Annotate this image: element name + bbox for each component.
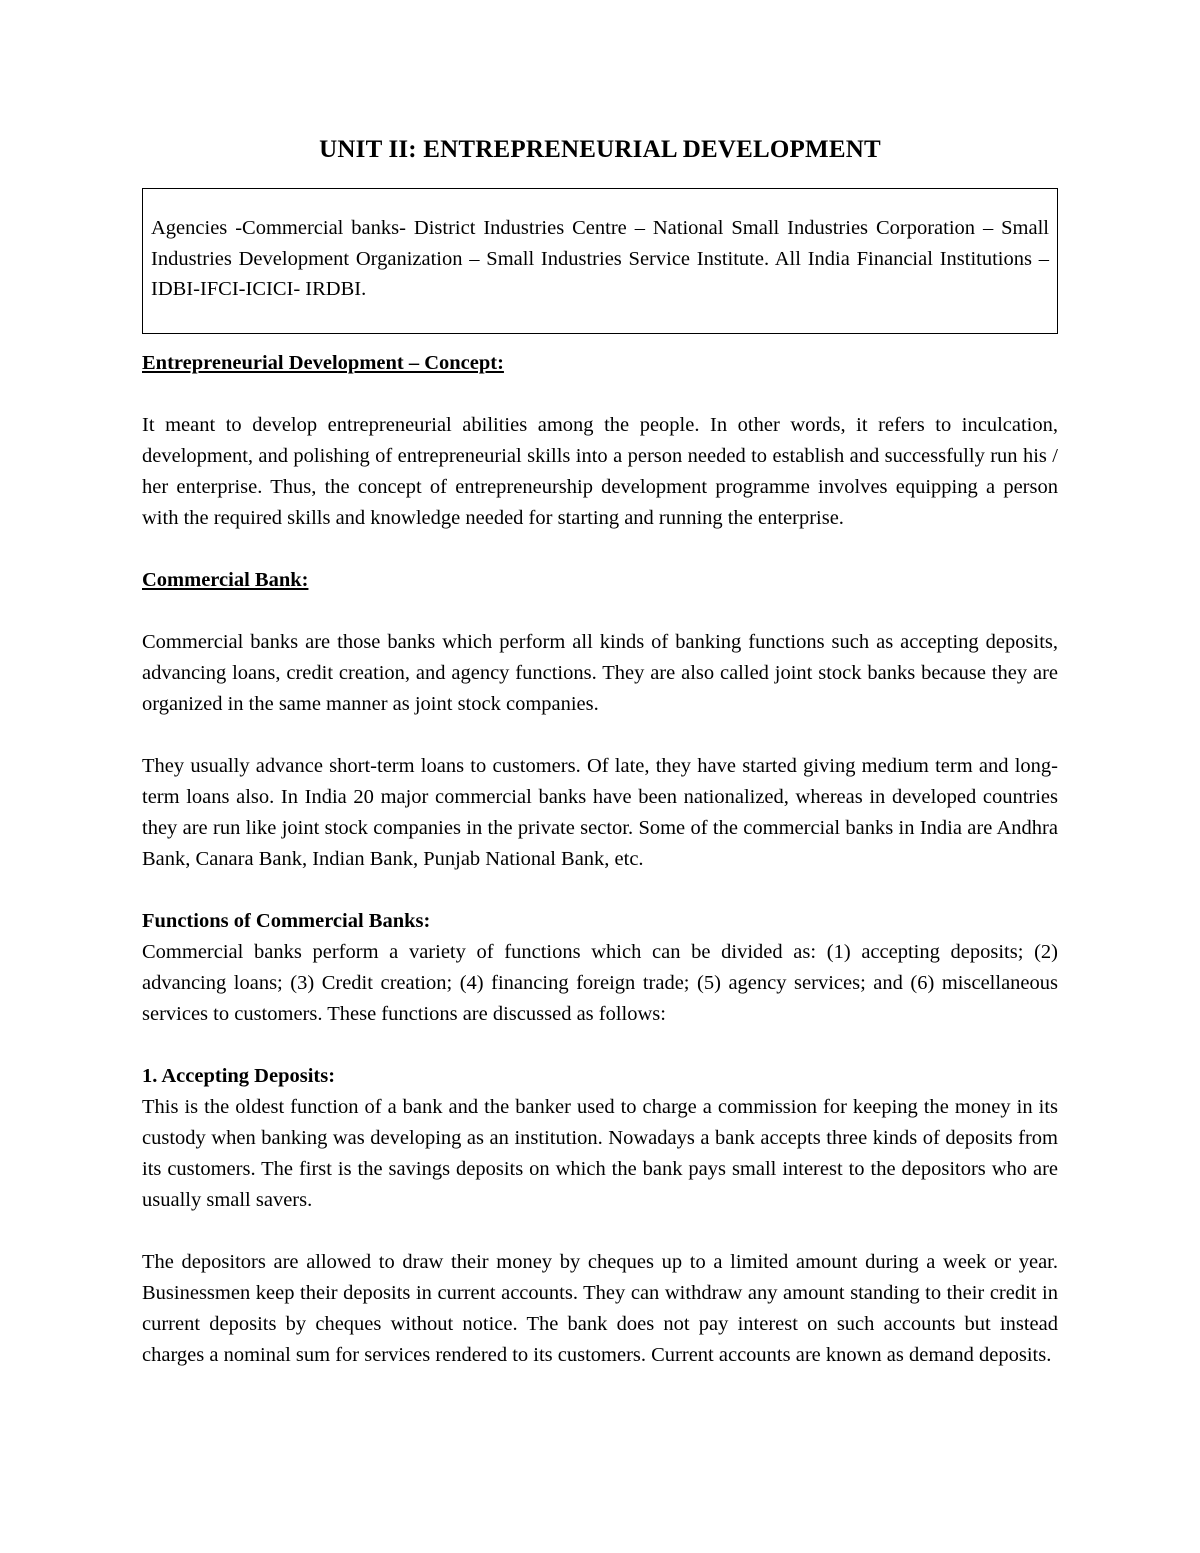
commercial-bank-paragraph-2: They usually advance short-term loans to customers. Of late, they have started giving medium term and long-term loans also. In India 20 major commercial banks have been nationalized, whereas in developed countries they are run like joint stock companies in the private sector. Some of the commercial banks in India are Andhra Bank, Canara Bank, Indian Bank, Punjab National Bank, etc. (142, 755, 1058, 870)
concept-paragraph: It meant to develop entrepreneurial abilities among the people. In other words, it refers to inculcation, development, and polishing of entrepreneurial skills into a person needed to establish and successfully run his / her enterprise. Thus, the concept of entrepreneurship development programme involves equipping a person with the required skills and knowledge needed for starting and running the enterprise. (142, 414, 1058, 529)
functions-heading: Functions of Commercial Banks: (142, 910, 431, 932)
syllabus-text: Agencies -Commercial banks- District Industries Centre – National Small Industries Corporation – Small Industries Development Organization – Small Industries Service Institute. All India Financial Institutions – IDBI-IFCI-ICICI- IRDBI. (151, 217, 1049, 300)
commercial-bank-paragraph-1: Commercial banks are those banks which perform all kinds of banking functions such as accepting deposits, advancing loans, credit creation, and agency functions. They are also called joint stock banks because they are organized in the same manner as joint stock companies. (142, 631, 1058, 715)
main-content (142, 348, 1058, 1371)
syllabus-box (142, 188, 1058, 334)
accepting-deposits-paragraph-1: This is the oldest function of a bank and the banker used to charge a commission for keeping the money in its custody when banking was developing as an institution. Nowadays a bank accepts three kinds of deposits from its customers. The first is the savings deposits on which the bank pays small interest to the depositors who are usually small savers. (142, 1096, 1058, 1211)
page-title: UNIT II: ENTREPRENEURIAL DEVELOPMENT (319, 136, 881, 163)
commercial-bank-heading: Commercial Bank: (142, 569, 309, 591)
functions-paragraph: Commercial banks perform a variety of functions which can be divided as: (1) accepting deposits; (2) advancing loans; (3) Credit creation; (4) financing foreign trade; (5) agency services; and (6) miscellaneous services to customers. These functions are discussed as follows: (142, 941, 1058, 1025)
accepting-deposits-heading: 1. Accepting Deposits: (142, 1065, 336, 1087)
accepting-deposits-paragraph-2: The depositors are allowed to draw their money by cheques up to a limited amount during a week or year. Businessmen keep their deposits in current accounts. They can withdraw any amount standing to their credit in current deposits by cheques without notice. The bank does not pay interest on such accounts but instead charges a nominal sum for services rendered to its customers. Current accounts are known as demand deposits. (142, 1251, 1058, 1366)
concept-heading: Entrepreneurial Development – Concept: (142, 352, 504, 374)
